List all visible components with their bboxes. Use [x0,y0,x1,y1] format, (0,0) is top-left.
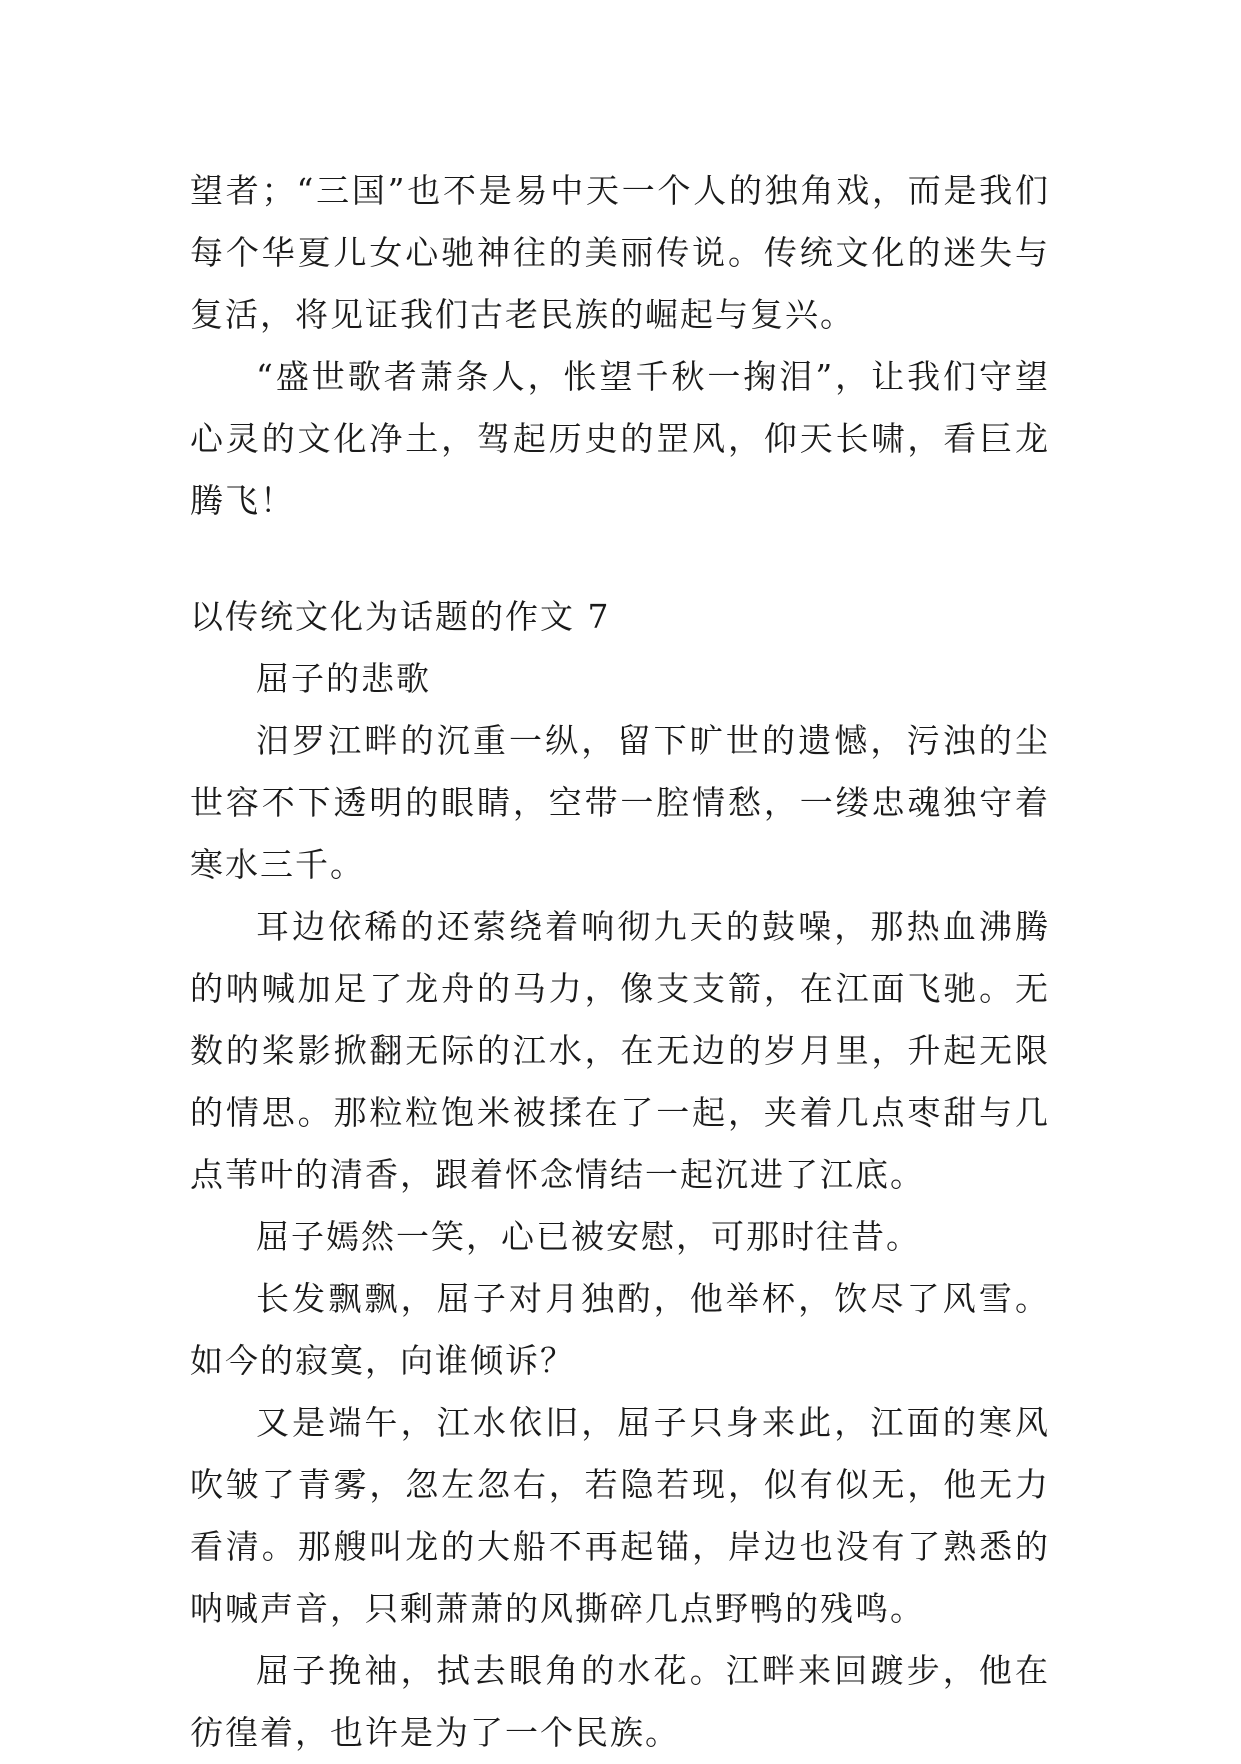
essay-paragraph-1: 汨罗江畔的沉重一纵，留下旷世的遗憾，污浊的尘世容不下透明的眼睛，空带一腔情愁，一缕忠魂独守着寒水三千。 [190,721,1050,884]
essay-paragraph-4: 长发飘飘，屈子对月独酌，他举杯，饮尽了风雪。如今的寂寞，向谁倾诉？ [190,1279,1050,1380]
section-spacer [190,532,1050,586]
essay-paragraph-2: 耳边依稀的还萦绕着响彻九天的鼓噪，那热血沸腾的呐喊加足了龙舟的马力，像支支箭，在江面飞驰。无数的桨影掀翻无际的江水，在无边的岁月里，升起无限的情思。那粒粒饱米被揉在了一起，夹着几点枣甜与几点苇叶的清香，跟着怀念情结一起沉进了江底。 [190,907,1050,1194]
essay-paragraph-5: 又是端午，江水依旧，屈子只身来此，江面的寒风吹皱了青雾，忽左忽右，若隐若现，似有似无，他无力看清。那艘叫龙的大船不再起锚，岸边也没有了熟悉的呐喊声音，只剩萧萧的风撕碎几点野鸭的残鸣。 [190,1403,1050,1628]
document-page [190,160,1050,1764]
essay-paragraph-6: 屈子挽袖，拭去眼角的水花。江畔来回踱步，他在彷徨着，也许是为了一个民族。 [190,1651,1050,1752]
essay-paragraph-3: 屈子嫣然一笑，心已被安慰，可那时往昔。 [256,1217,921,1256]
paragraph-closing-quote: “盛世歌者萧条人，怅望千秋一掬泪”，让我们守望心灵的文化净土，驾起历史的罡风，仰天长啸，看巨龙腾飞！ [190,357,1050,520]
paragraph-continuation: 望者；“三国”也不是易中天一个人的独角戏，而是我们每个华夏儿女心驰神往的美丽传说。传统文化的迷失与复活，将见证我们古老民族的崛起与复兴。 [190,171,1050,334]
section-heading: 以传统文化为话题的作文 7 [190,597,611,636]
essay-title: 屈子的悲歌 [256,659,431,698]
